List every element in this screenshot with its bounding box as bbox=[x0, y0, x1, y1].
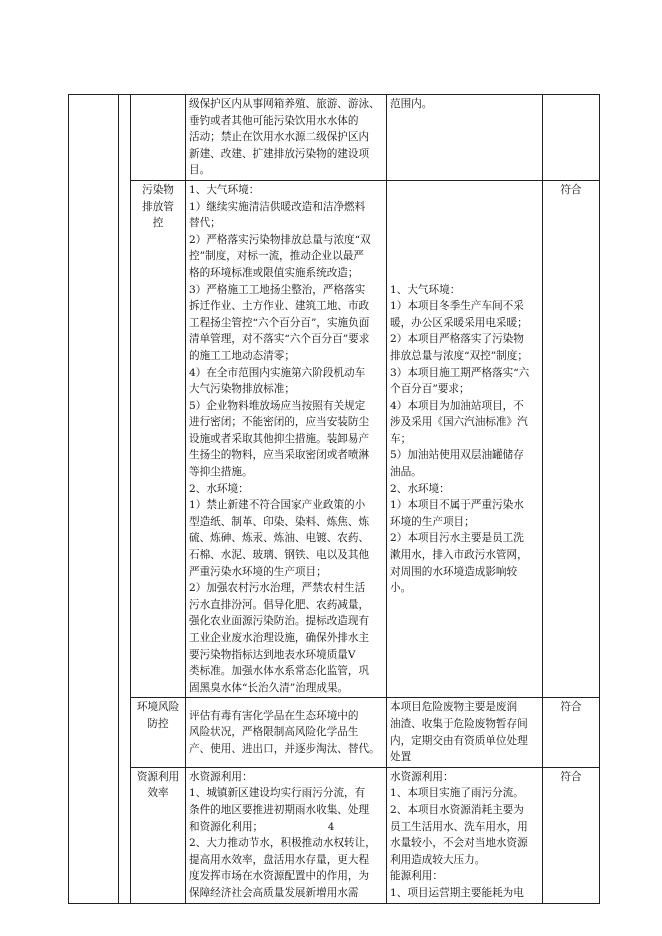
result-cell: 符合 bbox=[543, 180, 600, 697]
text-line: 1、大气环境： bbox=[189, 183, 260, 196]
text-line: 2）本项目严格落实了污染物 bbox=[390, 333, 524, 346]
text-line: 生扬尘的物料，应当采取密闭或者喷淋 bbox=[189, 449, 370, 462]
text-line: 水量较小，不会对当地水资源 bbox=[390, 837, 528, 850]
text-line: 车； bbox=[390, 432, 412, 445]
requirement-cell bbox=[186, 95, 387, 181]
text-line: 大气污染物排放标准； bbox=[189, 383, 295, 396]
text-line: 目。 bbox=[189, 164, 211, 177]
text-line: 提高用水效率，盘活用水存量，更大程 bbox=[189, 853, 370, 866]
text-line: 产、使用、进出口，并逐步淘汰、替代。 bbox=[189, 742, 380, 755]
text-line: 型造纸、制革、印染、染料、炼焦、炼 bbox=[189, 515, 370, 528]
text-line: 控”制度，对标一流，推动企业以最严 bbox=[189, 250, 364, 263]
text-line: 范围内。 bbox=[390, 98, 433, 110]
text-line: 2、水环境： bbox=[390, 482, 450, 495]
text-line: 1、本项目实施了雨污分流。 bbox=[390, 787, 524, 800]
text-line: 硫、炼砷、炼汞、炼油、电镀、农药、 bbox=[189, 532, 370, 545]
text-line: 替代； bbox=[189, 217, 221, 230]
category-label: 污染物排放管控 bbox=[142, 183, 174, 230]
result-cell: 符合 bbox=[543, 767, 600, 903]
text-line: 2、本项目水资源消耗主要为 bbox=[390, 803, 524, 816]
text-line: 保障经济社会高质量发展新增用水需 bbox=[189, 886, 359, 899]
text-line: 的施工工地动态清零； bbox=[189, 349, 295, 362]
text-line: 新建、改建、扩建排放污染物的建设项 bbox=[189, 147, 370, 160]
text-line: 2）本项目污水主要是员工洗 bbox=[390, 532, 524, 545]
text-line: 2）严格落实污染物排放总量与浓度“双 bbox=[189, 233, 371, 246]
page-number: 4 bbox=[327, 822, 335, 833]
text-line: 环境的生产项目； bbox=[390, 515, 475, 528]
text-line: 工程扬尘管控“六个百分百”，实施负面 bbox=[189, 316, 370, 329]
text-line: 2）加强农村污水治理，严禁农村生活 bbox=[189, 582, 366, 595]
text-line: 1、大气环境： bbox=[390, 283, 461, 296]
project-cell bbox=[387, 180, 543, 697]
text-line: 设施或者采取其他抑尘措施。装卸易产 bbox=[189, 432, 370, 445]
requirement-cell bbox=[186, 698, 387, 767]
category-cell bbox=[131, 767, 186, 903]
text-line: 垂钓或者其他可能污染饮用水水体的 bbox=[189, 114, 359, 127]
text-line: 暖，办公区采暖采用电采暖； bbox=[390, 316, 528, 329]
text-line: 涉及采用《国六汽油标准》汽 bbox=[390, 416, 528, 429]
text-line: 条件的地区要推进初期雨水收集、处理 bbox=[189, 803, 370, 816]
project-cell bbox=[387, 767, 543, 903]
text-line: 水资源利用： bbox=[189, 770, 253, 783]
text-line: 风险状况，严格限制高风险化学品生 bbox=[189, 726, 359, 739]
text-line: 等抑尘措施。 bbox=[189, 466, 253, 479]
text-line: 评估有毒有害化学品在生态环境中的 bbox=[189, 709, 359, 722]
text-line: 进行密闭；不能密闭的，应当安装防尘 bbox=[189, 416, 370, 429]
text-line: 油渣、收集于危险废物暂存间 bbox=[390, 717, 528, 730]
text-line: 和资源化利用； bbox=[189, 820, 264, 833]
text-line: 4）本项目为加油站项目，不 bbox=[390, 399, 524, 412]
text-line: 工业企业废水治理设施，确保外排水主 bbox=[189, 632, 370, 644]
text-line: 强化农业面源污染防治。提标改造现有 bbox=[189, 615, 370, 628]
category-cell bbox=[131, 698, 186, 767]
text-line: 2、大力推动节水，积极推动水权转让， bbox=[189, 837, 376, 850]
text-line: 1）禁止新建不符合国家产业政策的小 bbox=[189, 499, 366, 512]
inner-category-cell bbox=[119, 95, 131, 904]
text-line: 3）本项目施工期严格落实“六 bbox=[390, 366, 530, 379]
text-line: 要污染物指标达到地表水环境质量Ⅴ bbox=[189, 648, 356, 661]
category-label: 环境风险防控 bbox=[136, 701, 180, 730]
text-line: 活动；禁止在饮用水水源二级保护区内 bbox=[189, 131, 370, 144]
text-line: 1、项目运营期主要能耗为电 bbox=[390, 886, 524, 899]
category-cell bbox=[131, 95, 186, 181]
category-label: 资源利用效率 bbox=[136, 770, 180, 800]
text-line: 员工生活用水、洗车用水，用 bbox=[390, 820, 528, 833]
table-row bbox=[69, 698, 600, 767]
text-line: 利用造成较大压力。 bbox=[390, 853, 486, 866]
text-line: 4）在全市范围内实施第六阶段机动车 bbox=[189, 366, 366, 379]
requirement-cell bbox=[186, 180, 387, 697]
text-line: 1）继续实施清洁供暖改造和洁净燃料 bbox=[189, 200, 366, 213]
text-line: 小。 bbox=[390, 582, 412, 595]
text-line: 清单管理，对不落实“六个百分百”要求 bbox=[189, 333, 370, 346]
text-line: 处置 bbox=[390, 751, 412, 764]
text-line: 5）企业物料堆放场应当按照有关规定 bbox=[189, 399, 366, 412]
project-cell bbox=[387, 95, 543, 181]
text-line: 5）加油站使用双层油罐储存 bbox=[390, 449, 524, 462]
result-cell bbox=[543, 95, 600, 181]
table-row bbox=[69, 767, 600, 903]
text-line: 能源利用： bbox=[390, 870, 443, 883]
text-line: 度发挥市场在水资源配置中的作用，为 bbox=[189, 870, 370, 883]
text-line: 内，定期交由有资质单位处理 bbox=[390, 734, 528, 747]
category-cell bbox=[131, 180, 186, 697]
text-line: 1、城镇新区建设均实行雨污分流，有 bbox=[189, 787, 366, 800]
text-line: 污水直排汾河。倡导化肥、农药减量， bbox=[189, 598, 370, 611]
text-line: 石棉、水泥、玻璃、钢铁、电以及其他 bbox=[189, 549, 370, 562]
table-row bbox=[69, 95, 600, 181]
text-line: 固黑臭水体“长治久清”治理成果。 bbox=[189, 681, 349, 694]
text-line: 拆迁作业、土方作业、建筑工地、市政 bbox=[189, 300, 370, 313]
text-line: 水资源利用： bbox=[390, 770, 454, 783]
text-line: 级保护区内从事网箱养殖、旅游、游泳、 bbox=[189, 98, 380, 110]
text-line: 严重污染水环境的生产项目； bbox=[189, 565, 327, 578]
text-line: 对周围的水环境造成影响较 bbox=[390, 565, 518, 578]
text-line: 类标准。加强水体水系常态化监管，巩 bbox=[189, 665, 370, 678]
text-line: 本项目危险废物主要是废润 bbox=[390, 701, 518, 714]
text-line: 1）本项目冬季生产车间不采 bbox=[390, 300, 524, 313]
text-line: 个百分百”要求； bbox=[390, 383, 470, 396]
result-cell: 符合 bbox=[543, 698, 600, 767]
text-line: 排放总量与浓度“双控”制度； bbox=[390, 349, 528, 362]
table-row bbox=[69, 180, 600, 697]
text-line: 2、水环境： bbox=[189, 482, 249, 495]
requirement-cell bbox=[186, 767, 387, 903]
text-line: 漱用水，排入市政污水管网， bbox=[390, 549, 528, 562]
text-line: 3）严格施工工地扬尘整治，严格落实 bbox=[189, 283, 366, 296]
compliance-table bbox=[68, 94, 600, 904]
project-cell bbox=[387, 698, 543, 767]
outer-category-cell bbox=[69, 95, 119, 904]
text-line: 1）本项目不属于严重污染水 bbox=[390, 499, 524, 512]
text-line: 格的环境标准或限值实施系统改造； bbox=[189, 266, 359, 279]
text-line: 油品。 bbox=[390, 466, 422, 479]
